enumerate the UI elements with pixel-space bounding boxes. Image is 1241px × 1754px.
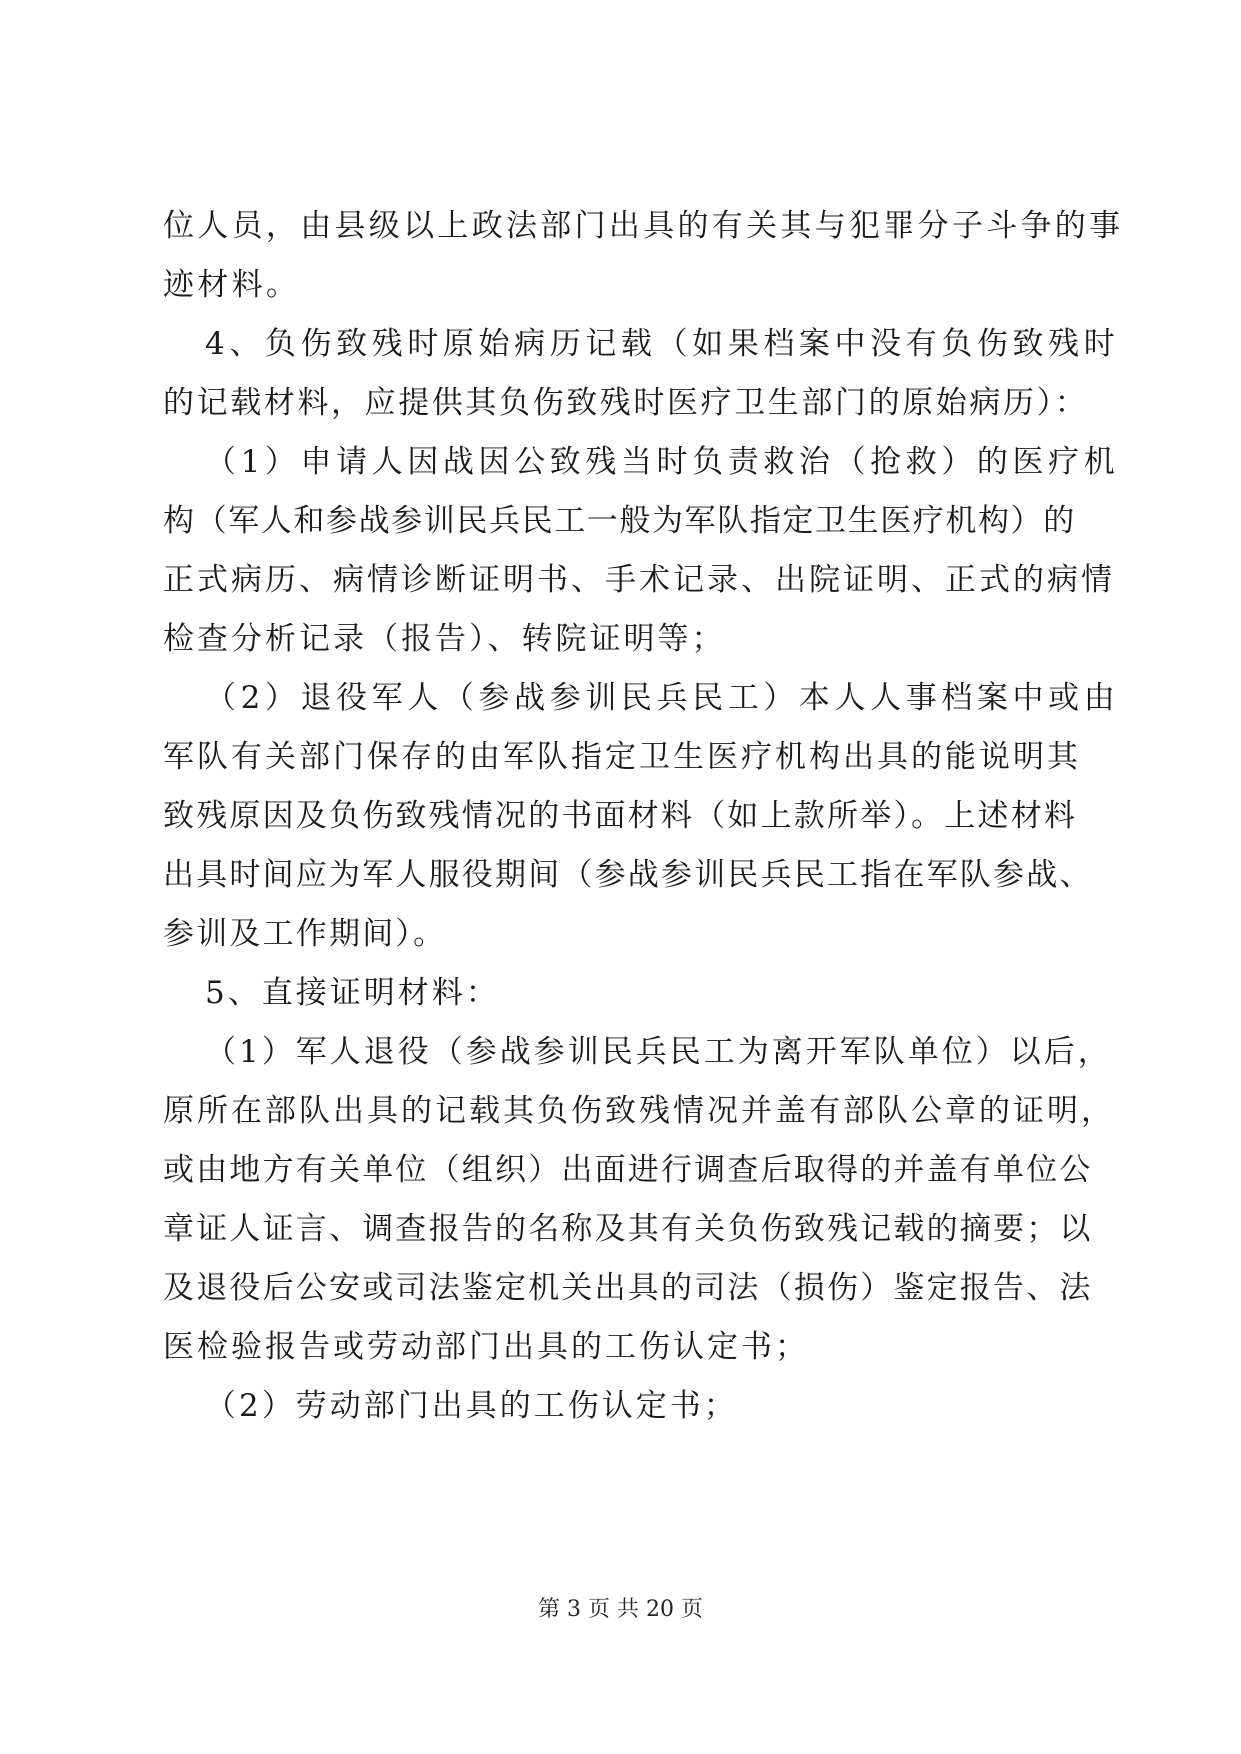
body-text-line: 构（军人和参战参训民兵民工一般为军队指定卫生医疗机构）的 (163, 503, 1076, 539)
body-text-line: 及退役后公安或司法鉴定机关出具的司法（损伤）鉴定报告、法 (163, 1270, 1093, 1306)
body-text-line: （2）退役军人（参战参训民兵民工）本人人事档案中或由 (205, 680, 1120, 716)
body-text-line: 位人员，由县级以上政法部门出具的有关其与犯罪分子斗争的事 (163, 208, 1124, 244)
body-text-line: 检查分析记录（报告）、转院证明等； (163, 621, 726, 657)
body-text-line: 医检验报告或劳动部门出具的工伤认定书； (163, 1329, 809, 1365)
body-text-line: （1）军人退役（参战参训民兵民工为离开军队单位）以后， (205, 1034, 1112, 1070)
body-text-line: （1）申请人因战因公致残当时负责救治（抢救）的医疗机 (205, 444, 1120, 480)
body-text-line: 参训及工作期间）。 (163, 916, 447, 952)
body-text-line: 4、负伤致残时原始病历记载（如果档案中没有负伤致残时 (205, 326, 1120, 362)
body-text-line: 军队有关部门保存的由军队指定卫生医疗机构出具的能说明其 (163, 739, 1081, 775)
body-text-line: 的记载材料，应提供其负伤致残时医疗卫生部门的原始病历）： (163, 385, 1089, 421)
body-text-line: 章证人证言、调查报告的名称及其有关负伤致残记载的摘要；以 (163, 1211, 1093, 1247)
body-text-line: 致残原因及负伤致残情况的书面材料（如上款所举）。上述材料 (163, 798, 1078, 834)
body-text-line: 原所在部队出具的记载其负伤致残情况并盖有部队公章的证明， (163, 1093, 1115, 1129)
body-text-line: 出具时间应为军人服役期间（参战参训民兵民工指在军队参战、 (163, 857, 1093, 893)
body-text-line: 迹材料。 (163, 267, 301, 303)
body-text-line: （2）劳动部门出具的工伤认定书； (205, 1388, 738, 1424)
body-text-line: 正式病历、病情诊断证明书、手术记录、出院证明、正式的病情 (163, 562, 1115, 598)
body-text-line: 5、直接证明材料： (205, 975, 500, 1011)
body-text-line: 或由地方有关单位（组织）出面进行调查后取得的并盖有单位公 (163, 1152, 1093, 1188)
page-number-footer: 第 3 页 共 20 页 (538, 1597, 703, 1622)
